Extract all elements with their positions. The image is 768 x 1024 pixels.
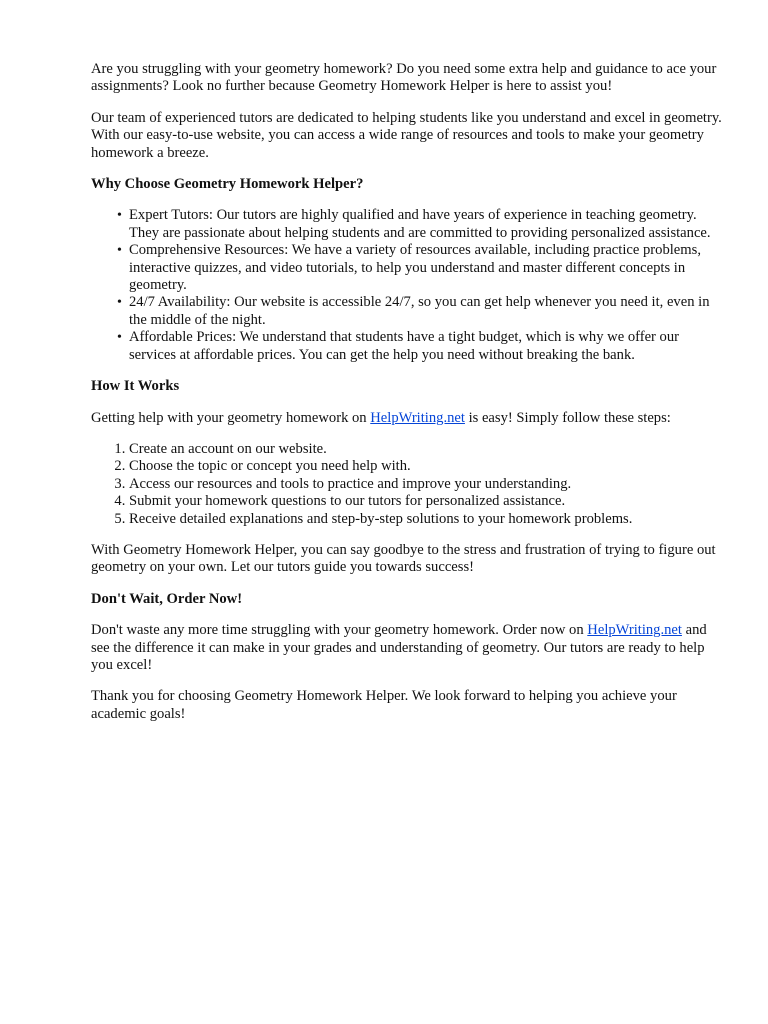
how-closing: With Geometry Homework Helper, you can say goodbye to the stress and frustration of trying to figure out geometry on your own. Let our tutors guide you towards success! [91, 541, 716, 576]
list-item: • 24/7 Availability: Our website is accessible 24/7, so you can get help whenever you need it, even in the middle of the night. [117, 294, 710, 328]
bullet-icon: • [117, 330, 122, 346]
bullet-icon: • [117, 243, 122, 259]
step-item: 4. Submit your homework questions to our tutors for personalized assistance. [129, 493, 727, 510]
steps-list [91, 441, 727, 528]
how-intro: Getting help with your geometry homework on HelpWriting.net is easy! Simply follow these steps: [91, 409, 671, 426]
order-heading: Don't Wait, Order Now! [91, 590, 243, 607]
intro-paragraph-2: Our team of experienced tutors are dedicated to helping students like you understand and excel in geometry. With our easy-to-use website, you can access a wide range of resources and tools to make your geometry homework a breeze. [91, 109, 722, 161]
step-item: 5. Receive detailed explanations and step-by-step solutions to your homework problems. [129, 511, 727, 528]
list-item: • Affordable Prices: We understand that students have a tight budget, which is why we offer our services at affordable prices. You can get the help you need without breaking the bank. [117, 329, 680, 363]
step-item: 3. Access our resources and tools to practice and improve your understanding. [129, 476, 727, 493]
why-list [91, 207, 727, 364]
how-heading: How It Works [91, 378, 180, 395]
document-page [91, 61, 727, 737]
list-item: • Expert Tutors: Our tutors are highly qualified and have years of experience in teaching geometry. They are passionate about helping students and are committed to providing personalized assistance. [117, 207, 711, 241]
step-item: 1. Create an account on our website. [129, 441, 727, 458]
list-item: • Comprehensive Resources: We have a variety of resources available, including practice problems, interactive quizzes, and video tutorials, to help you understand and master different concepts in geometry. [117, 242, 701, 294]
bullet-icon: • [117, 208, 122, 224]
step-item: 2. Choose the topic or concept you need help with. [129, 458, 727, 475]
thanks-paragraph: Thank you for choosing Geometry Homework Helper. We look forward to helping you achieve your academic goals! [91, 688, 677, 722]
helpwriting-link[interactable]: HelpWriting.net [587, 622, 682, 639]
bullet-icon: • [117, 295, 122, 311]
why-heading: Why Choose Geometry Homework Helper? [91, 176, 364, 193]
order-paragraph: Don't waste any more time struggling with your geometry homework. Order now on HelpWriting.net and see the difference it can make in your grades and understanding of geometry. Our tutors are ready to help you excel! [91, 622, 707, 673]
helpwriting-link[interactable]: HelpWriting.net [370, 409, 465, 426]
intro-paragraph-1: Are you struggling with your geometry homework? Do you need some extra help and guidance to ace your assignments? Look no further because Geometry Homework Helper is here to assist you! [91, 61, 717, 95]
